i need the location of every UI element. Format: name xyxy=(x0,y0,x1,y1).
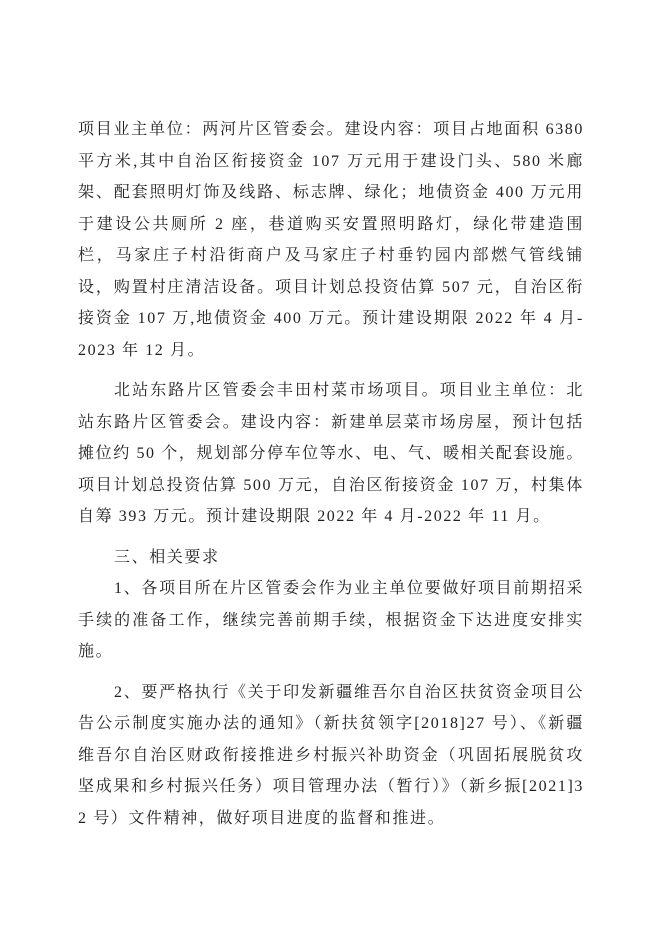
paragraph-requirement-2: 2、要严格执行《关于印发新疆维吾尔自治区扶贫资金项目公告公示制度实施办法的通知》（新扶贫领字[2018]27 号）、《新疆维吾尔自治区财政衔接推进乡村振兴补助资金（巩固拓展脱贫攻坚成果和乡村振兴任务）项目管理办法（暂行）》（新乡振[2021]32 号）文件精神，做好项目进度的监督和推进。 xyxy=(78,683,584,827)
paragraph-lianghe-project-continuation: 项目业主单位：两河片区管委会。建设内容：项目占地面积 6380 平方米,其中自治区衔接资金 107 万元用于建设门头、580 米廊架、配套照明灯饰及线路、标志牌、绿化；地债资金 400 万元用于建设公共厕所 2 座，巷道购买安置照明路灯，绿化带建造围栏，马家庄子村沿街商户及马家庄子村垂钓园内部燃气管线铺设，购置村庄清洁设备。项目计划总投资估算 507 元，自治区衔接资金 107 万,地债资金 400 万元。预计建设期限 2022 年 4 月-2023 年 12 月。 xyxy=(78,121,584,359)
section-heading-related-requirements: 三、相关要求 xyxy=(114,548,220,566)
paragraph-requirement-1: 1、各项目所在片区管委会作为业主单位要做好项目前期招采手续的准备工作，继续完善前期手续，根据资金下达进度安排实施。 xyxy=(78,580,584,660)
paragraph-beizhan-market-project: 北站东路片区管委会丰田村菜市场项目。项目业主单位：北站东路片区管委会。建设内容：新建单层菜市场房屋，预计包括摊位约 50 个，规划部分停车位等水、电、气、暖相关配套设施。项目计划总投资估算 500 万元，自治区衔接资金 107 万，村集体自筹 393 万元。预计建设期限 2022 年 4 月-2022 年 11 月。 xyxy=(78,382,584,525)
